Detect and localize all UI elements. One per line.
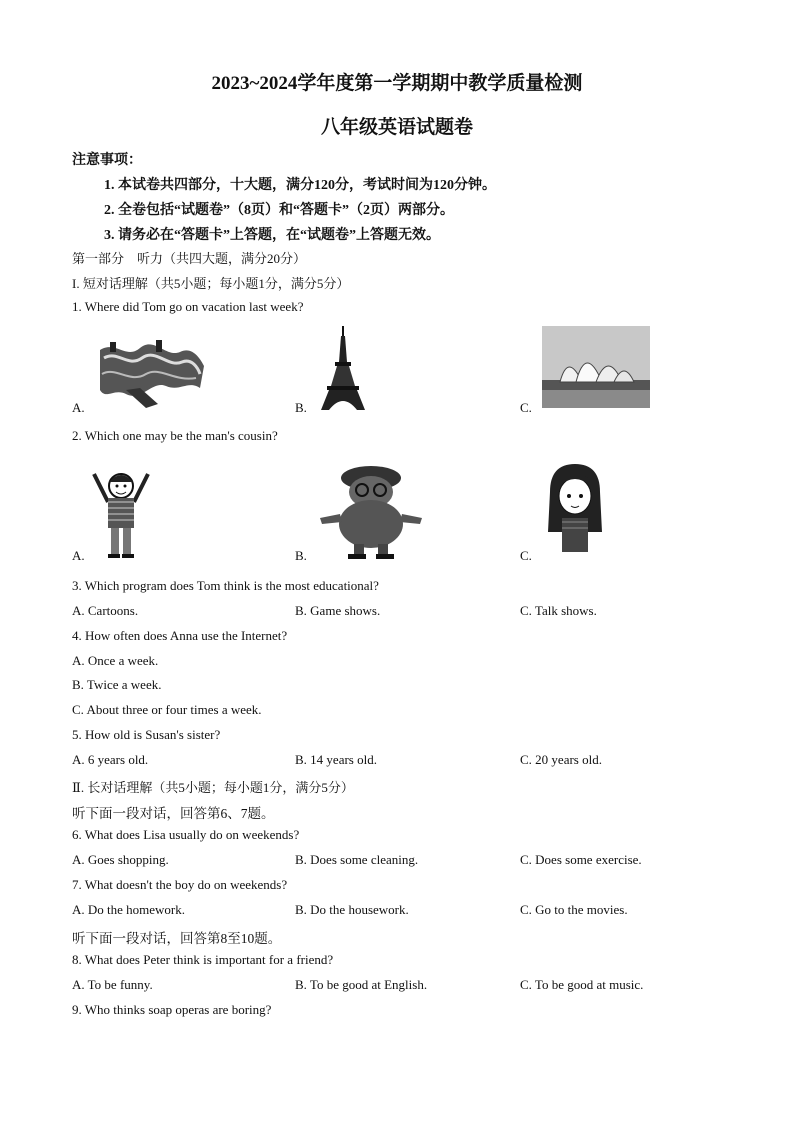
option: C. To be good at music. — [520, 977, 644, 992]
instruction: 听下面一段对话，回答第6、7题。 — [72, 806, 275, 821]
instruction: 听下面一段对话，回答第8至10题。 — [72, 931, 282, 946]
option: B. 14 years old. — [295, 752, 377, 767]
question-3: 3. Which program does Tom think is the most educational? — [72, 578, 379, 593]
option-label: C. — [520, 400, 532, 415]
option: C. Does some exercise. — [520, 852, 642, 867]
notice-item: 1. 本试卷共四部分，十大题，满分120分，考试时间为120分钟。 — [104, 178, 496, 193]
notice-item: 2. 全卷包括“试题卷”（8页）和“答题卡”（2页）两部分。 — [104, 203, 454, 218]
option: B. Game shows. — [295, 603, 381, 618]
option-label: A. — [72, 548, 85, 563]
option: B. Does some cleaning. — [295, 852, 419, 867]
sydney-opera-house-picture — [542, 326, 650, 408]
fat-man-glasses-picture — [318, 462, 424, 560]
option: A. 6 years old. — [72, 752, 149, 767]
part-heading: 第一部分 听力（共四大题，满分20分） — [72, 251, 307, 266]
option: C. About three or four times a week. — [72, 702, 262, 717]
option: C. Go to the movies. — [520, 902, 628, 917]
option: A. Do the homework. — [72, 902, 186, 917]
question-4: 4. How often does Anna use the Internet? — [72, 628, 288, 643]
option: C. Talk shows. — [520, 603, 597, 618]
boy-arms-up-picture — [90, 466, 152, 560]
section-heading: I. 短对话理解（共5小题；每小题1分，满分5分） — [72, 276, 350, 291]
section-heading: Ⅱ. 长对话理解（共5小题；每小题1分，满分5分） — [72, 780, 354, 795]
option-label: A. — [72, 400, 85, 415]
option: A. Cartoons. — [72, 603, 139, 618]
option: A. To be funny. — [72, 977, 153, 992]
notice-heading: 注意事项： — [72, 153, 142, 168]
option: C. 20 years old. — [520, 752, 602, 767]
page-title: 2023~2024学年度第一学期期中教学质量检测 — [211, 73, 583, 94]
question-7: 7. What doesn't the boy do on weekends? — [72, 877, 288, 892]
question-9: 9. Who thinks soap operas are boring? — [72, 1002, 272, 1017]
question-8: 8. What does Peter think is important for a friend? — [72, 952, 334, 967]
notice-item: 3. 请务必在“答题卡”上答题，在“试题卷”上答题无效。 — [104, 228, 440, 243]
eiffel-tower-picture — [317, 326, 369, 412]
option: B. To be good at English. — [295, 977, 428, 992]
option: A. Once a week. — [72, 653, 159, 668]
option: A. Goes shopping. — [72, 852, 169, 867]
option-label: C. — [520, 548, 532, 563]
option-label: B. — [295, 548, 307, 563]
great-wall-picture — [96, 330, 206, 412]
question-1: 1. Where did Tom go on vacation last week? — [72, 299, 304, 314]
option: B. Do the housework. — [295, 902, 409, 917]
question-6: 6. What does Lisa usually do on weekends? — [72, 827, 300, 842]
question-5: 5. How old is Susan's sister? — [72, 727, 221, 742]
page-subtitle: 八年级英语试题卷 — [320, 117, 473, 138]
option-label: B. — [295, 400, 307, 415]
option: B. Twice a week. — [72, 677, 162, 692]
question-2: 2. Which one may be the man's cousin? — [72, 428, 278, 443]
girl-long-hair-picture — [544, 462, 606, 556]
